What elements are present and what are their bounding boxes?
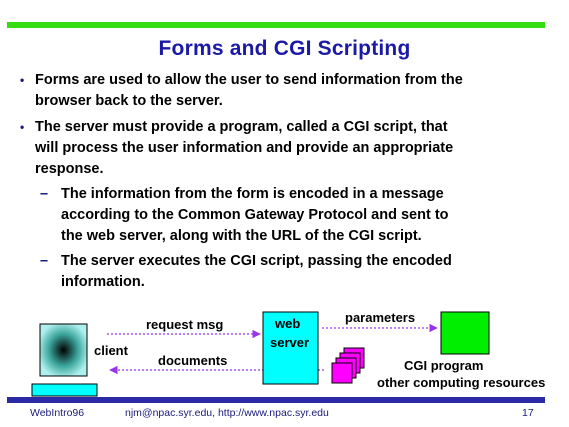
- client-keyboard-icon: [32, 384, 97, 396]
- bullet-1-line-2: browser back to the server.: [35, 93, 223, 109]
- bullet-marker: •: [20, 73, 25, 87]
- footer-course-name: WebIntro96: [30, 407, 85, 419]
- documents-label: documents: [158, 353, 228, 368]
- client-label: client: [94, 343, 128, 358]
- server-label-line-2: server: [270, 335, 310, 350]
- footer-contact: njm@npac.syr.edu, http://www.npac.syr.edu: [125, 407, 329, 419]
- other-resources-label: other computing resources: [377, 375, 546, 390]
- sub-bullet-dash: –: [40, 186, 49, 202]
- client-monitor-icon: [40, 324, 87, 376]
- bullet-marker: •: [20, 120, 25, 134]
- bullet-2-line-1: The server must provide a program, called a CGI script, that: [35, 119, 448, 135]
- bullet-2-line-3: response.: [35, 161, 104, 177]
- sub-bullet-dash: –: [40, 253, 49, 269]
- sub-bullet-1-line-2: according to the Common Gateway Protocol and sent to: [61, 207, 449, 223]
- parameters-label: parameters: [345, 310, 416, 325]
- cgi-program-label: CGI program: [404, 358, 484, 373]
- bullet-2-line-2: will process the user information and provide an appropriate: [35, 140, 454, 156]
- resource-page: [332, 363, 352, 383]
- cgi-program-box: [441, 312, 489, 354]
- footer-page-number: 17: [522, 407, 534, 419]
- slide-title: Forms and CGI Scripting: [158, 37, 411, 60]
- sub-bullet-2-line-2: information.: [61, 274, 145, 290]
- sub-bullet-2-line-1: The server executes the CGI script, passing the encoded: [61, 253, 452, 269]
- footer-rule: [7, 397, 545, 403]
- sub-bullet-1-line-3: the web server, along with the URL of the CGI script.: [61, 228, 422, 244]
- sub-bullet-1-line-1: The information from the form is encoded in a message: [61, 186, 444, 202]
- server-label-line-1: web: [275, 316, 301, 331]
- request-msg-label: request msg: [146, 317, 224, 332]
- bullet-1-line-1: Forms are used to allow the user to send information from the: [35, 72, 463, 88]
